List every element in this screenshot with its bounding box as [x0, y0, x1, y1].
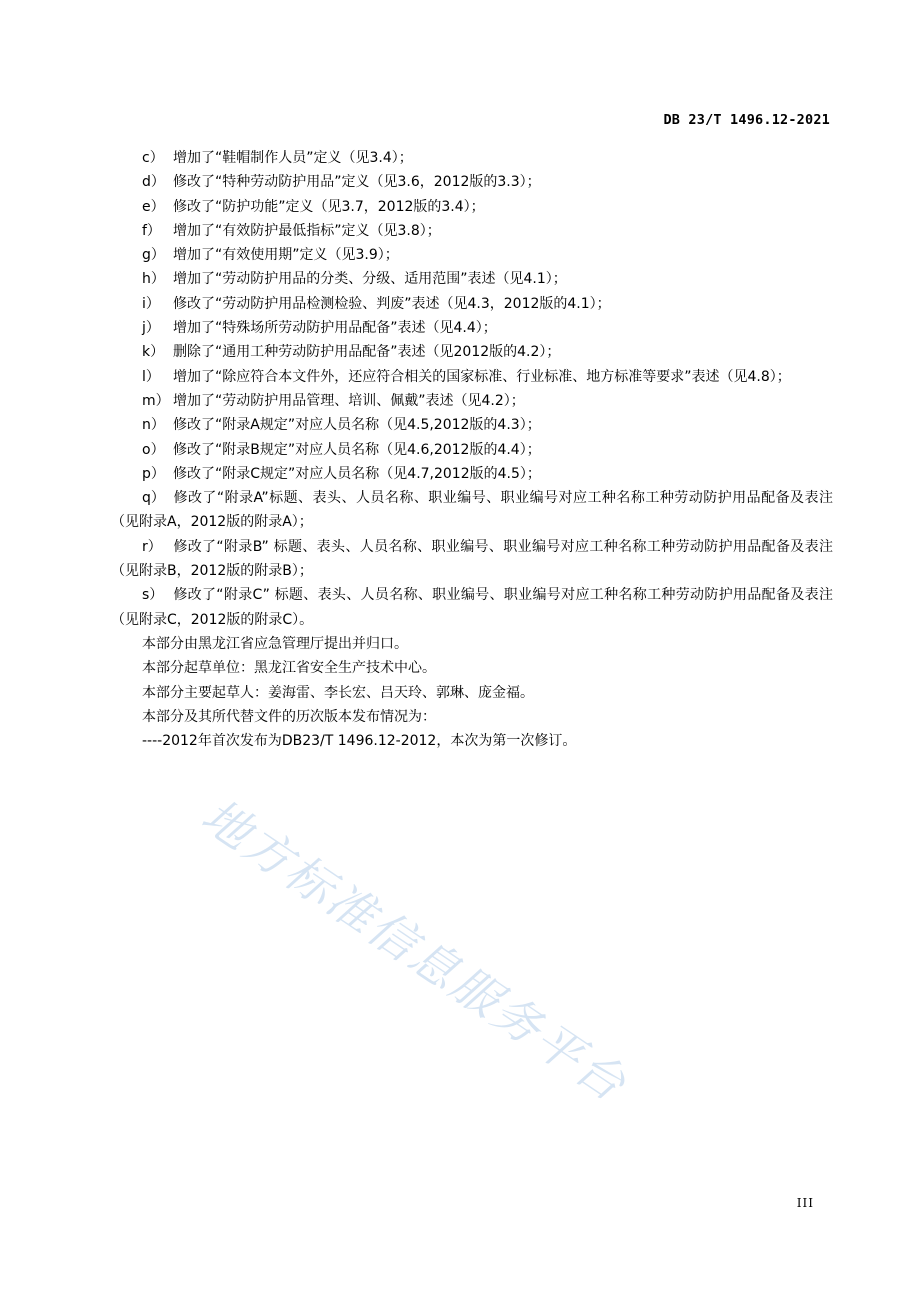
change-item-e: [111, 195, 833, 219]
item-text: 增加了“特殊场所劳动防护用品配备”表述（见4.4）；: [173, 320, 497, 337]
item-text: 增加了“有效使用期”定义（见3.9）；: [173, 247, 399, 264]
watermark-text: 地方标准信息服务平台: [191, 788, 637, 1114]
change-item-i: [111, 292, 833, 316]
item-text: 增加了“劳动防护用品的分类、分级、适用范围”表述（见4.1）；: [173, 271, 567, 288]
item-label: g）: [142, 247, 165, 264]
item-label: i）: [142, 295, 160, 312]
item-text: 修改了“附录A规定”对应人员名称（见4.5,2012版的4.3）；: [173, 417, 541, 434]
item-label: o）: [142, 441, 165, 458]
item-text: 增加了“有效防护最低指标”定义（见3.8）；: [173, 222, 441, 239]
change-item-c: [111, 146, 833, 170]
item-label: m）: [142, 392, 170, 409]
item-text: 增加了“鞋帽制作人员”定义（见3.4）；: [173, 150, 413, 166]
change-item-d: [111, 170, 833, 194]
version-history: ----2012年首次发布为DB23/T 1496.12-2012，本次为第一次修订。: [142, 733, 577, 750]
item-label: k）: [142, 344, 165, 361]
change-item-l: [111, 365, 833, 389]
item-text: 修改了“防护功能”定义（见3.7，2012版的3.4）；: [173, 198, 485, 215]
history-intro: 本部分及其所代替文件的历次版本发布情况为：: [142, 708, 436, 725]
item-label: j）: [142, 320, 160, 337]
item-label: e）: [142, 198, 165, 215]
change-item-s: [111, 583, 833, 632]
drafters-statement: 本部分主要起草人：姜海雷、李长宏、吕天玲、郭琳、庞金福。: [142, 684, 534, 701]
document-body: [111, 146, 833, 753]
document-code: DB 23/T 1496.12-2021: [663, 112, 830, 128]
item-text: 修改了“特种劳动防护用品”定义（见3.6，2012版的3.3）；: [173, 174, 541, 191]
page-number: III: [796, 1196, 814, 1210]
change-item-j: [111, 316, 833, 340]
change-item-p: [111, 462, 833, 486]
change-item-k: [111, 340, 833, 364]
item-label: l）: [142, 368, 160, 385]
item-text: 修改了“附录B” 标题、表头、人员名称、职业编号、职业编号对应工种名称工种劳动防护用品配备及表注（见附录B，2012版的附录B）；: [111, 538, 833, 580]
change-item-g: [111, 243, 833, 267]
item-label: s）: [142, 587, 164, 604]
drafting-unit-statement: 本部分起草单位：黑龙江省安全生产技术中心。: [142, 660, 436, 677]
change-item-q: [111, 486, 833, 535]
item-text: 增加了“劳动防护用品管理、培训、佩戴”表述（见4.2）；: [173, 392, 525, 409]
item-text: 删除了“通用工种劳动防护用品配备”表述（见2012版的4.2）；: [173, 344, 561, 361]
change-item-n: [111, 413, 833, 437]
item-label: q）: [142, 490, 165, 507]
item-text: 修改了“附录B规定”对应人员名称（见4.6,2012版的4.4）；: [173, 441, 541, 458]
item-text: 修改了“附录C规定”对应人员名称（见4.7,2012版的4.5）；: [173, 465, 541, 482]
item-label: c）: [142, 150, 164, 166]
item-text: 修改了“附录A”标题、表头、人员名称、职业编号、职业编号对应工种名称工种劳动防护用品配备及表注（见附录A，2012版的附录A）；: [111, 490, 833, 531]
item-label: d）: [142, 174, 165, 191]
item-label: p）: [142, 465, 165, 482]
item-label: n）: [142, 417, 165, 434]
item-text: 修改了“劳动防护用品检测检验、判废”表述（见4.3，2012版的4.1）；: [173, 295, 611, 312]
change-item-f: [111, 219, 833, 243]
change-item-o: [111, 438, 833, 462]
item-label: h）: [142, 271, 165, 288]
item-label: f）: [142, 222, 161, 239]
change-item-h: [111, 267, 833, 291]
item-text: 增加了“除应符合本文件外，还应符合相关的国家标准、行业标准、地方标准等要求”表述（见4.8）；: [173, 368, 791, 385]
item-text: 修改了“附录C” 标题、表头、人员名称、职业编号、职业编号对应工种名称工种劳动防护用品配备及表注（见附录C，2012版的附录C）。: [111, 587, 833, 628]
change-item-r: [111, 535, 833, 584]
item-label: r）: [142, 538, 162, 555]
proposer-statement: 本部分由黑龙江省应急管理厅提出并归口。: [142, 635, 408, 652]
change-item-m: [111, 389, 833, 413]
